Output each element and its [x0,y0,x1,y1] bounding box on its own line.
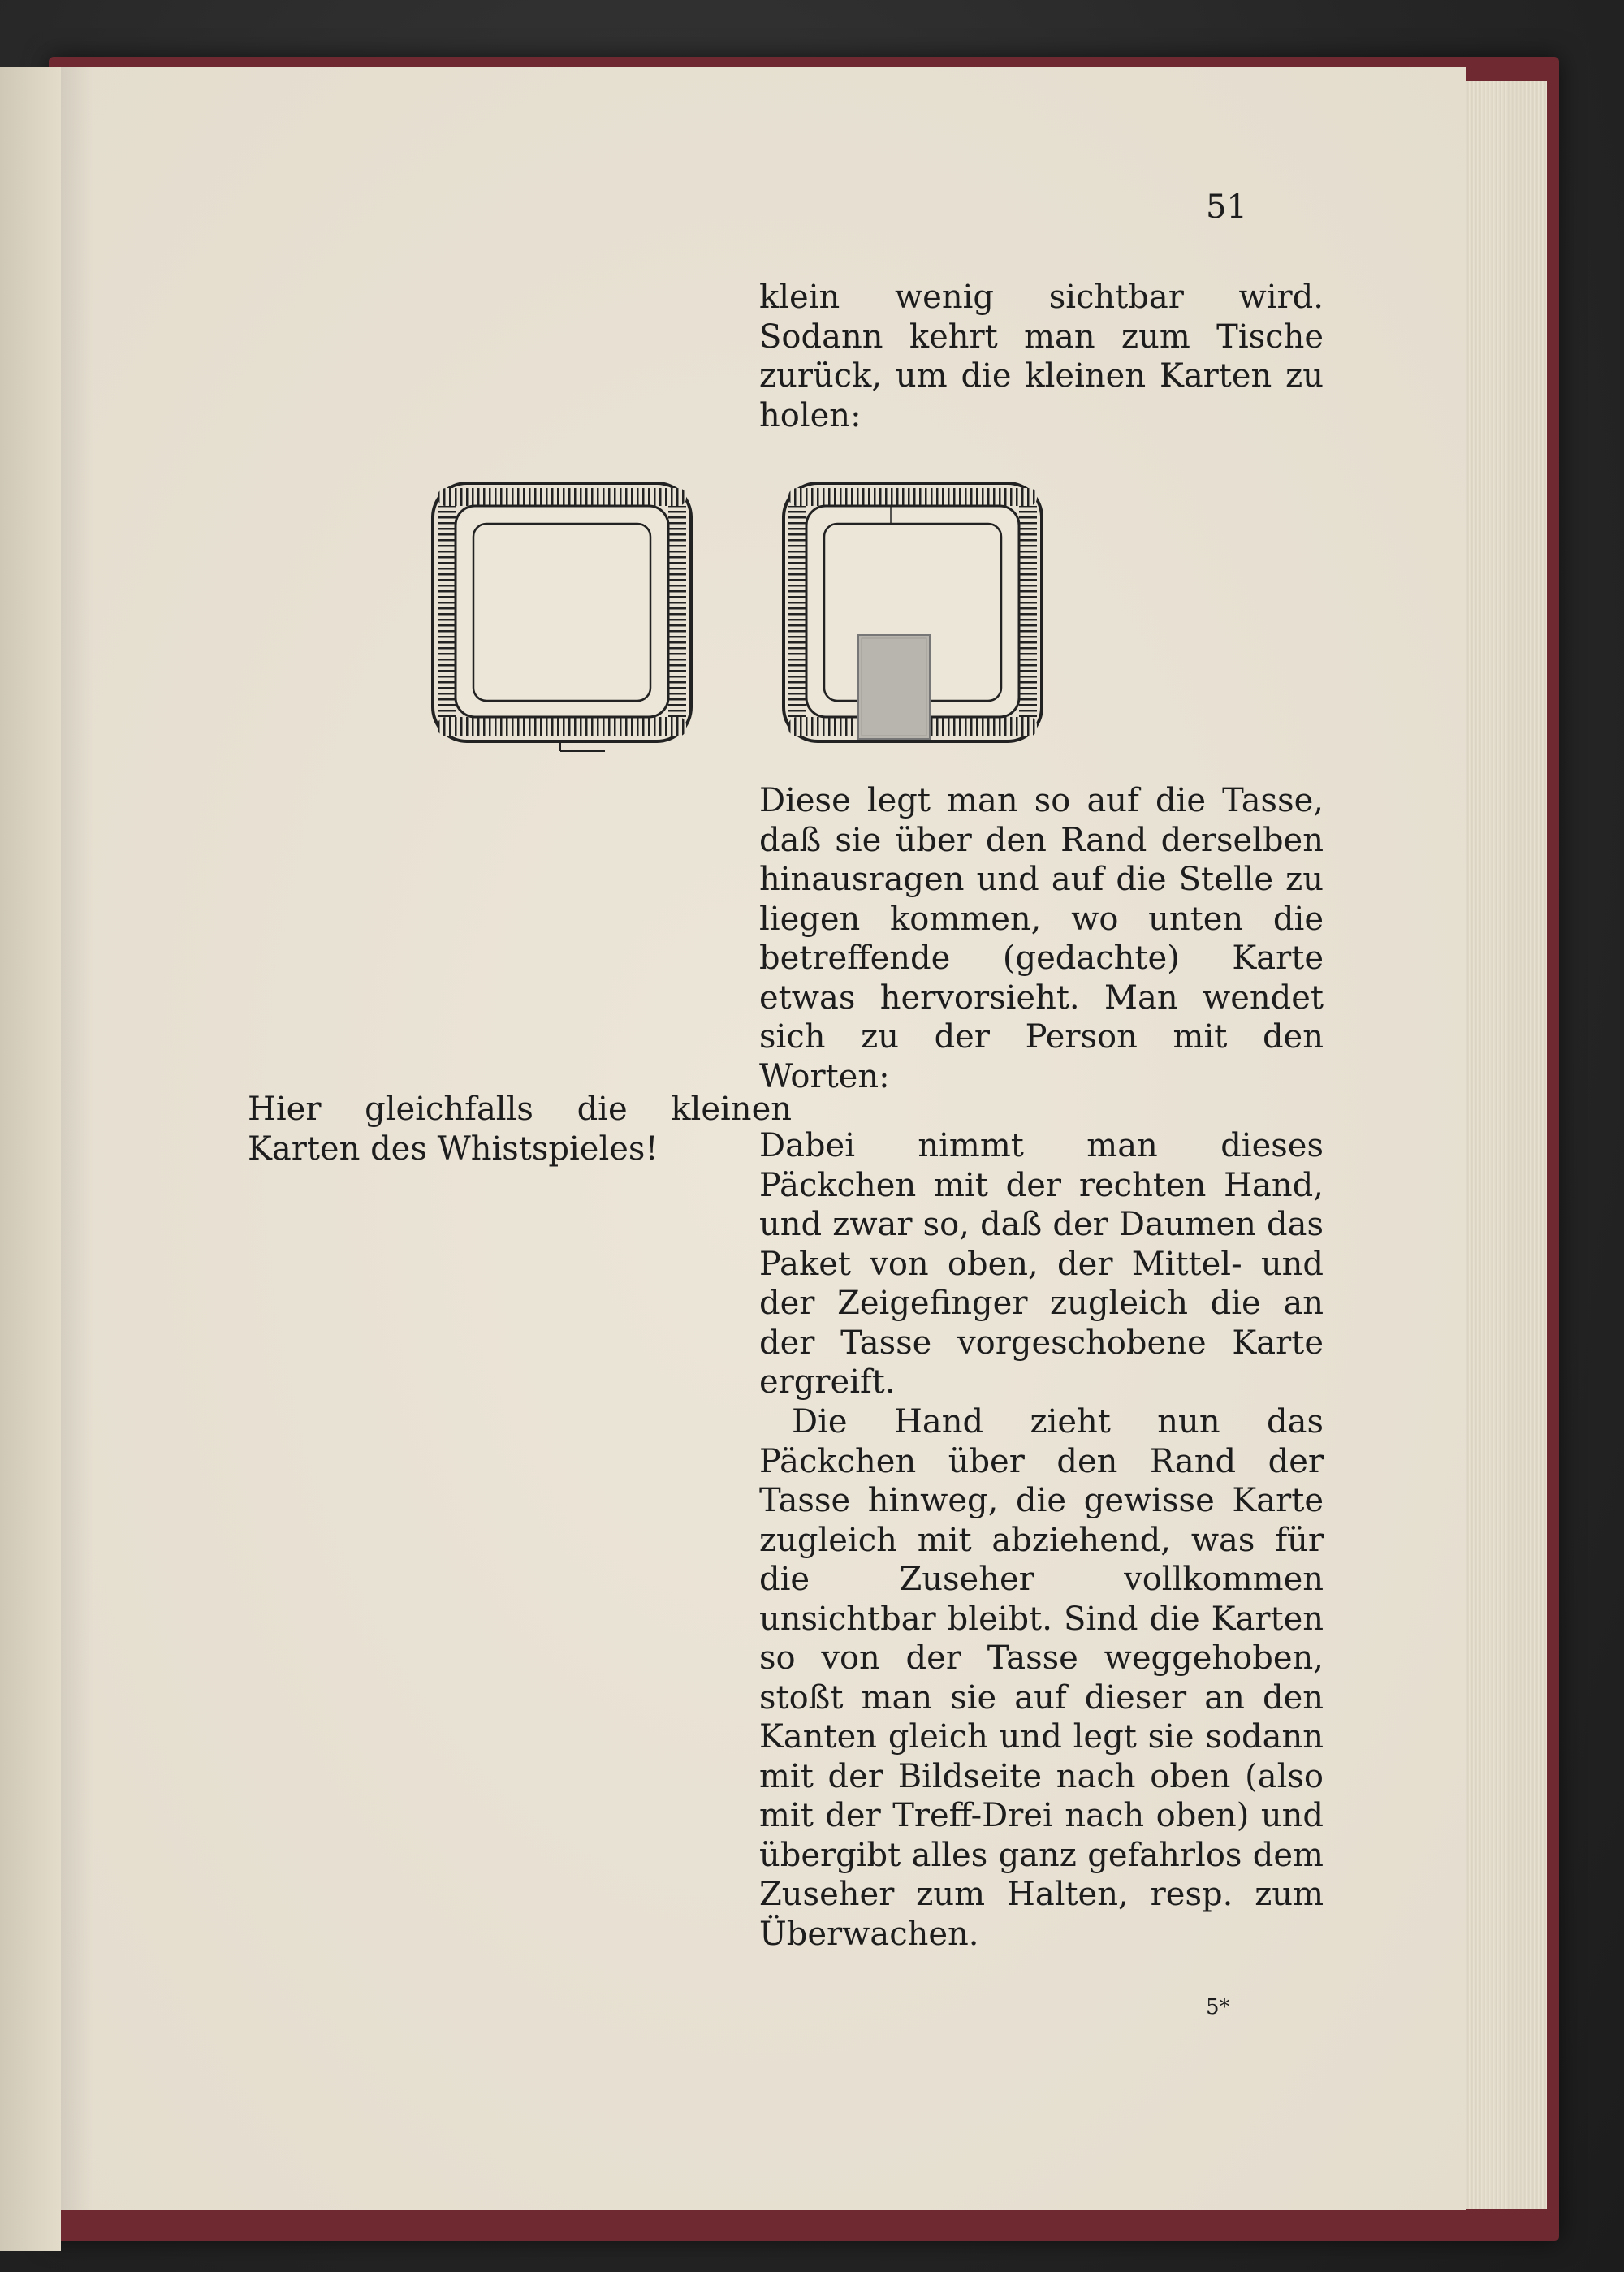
tray-ribs-right [668,506,686,717]
tray-inner-edge [456,506,668,717]
page-edges [1453,81,1547,2209]
page-number: 51 [1206,188,1247,226]
tray-ribs-top [438,488,686,506]
right-paragraph-1: klein wenig sichtbar wird. Sodann kehrt man zum Tische zurück, um die kleinen Karten zu holen: [759,279,1324,434]
figure-caption: Hier gleichfalls die kleinen Karten des Whistspieles! [248,1091,792,1168]
tray-ribs-top [788,488,1037,506]
playing-cards-stack [858,635,930,739]
book-page [61,67,1466,2210]
tray-with-cards-illustration [777,477,1049,753]
empty-tray-illustration [426,477,698,753]
right-paragraph-2: Diese legt man so auf die Tasse, daß sie über den Rand derselben hinausragen und auf die Stelle zu liegen kommen, wo unten die betreffende (gedachte) Karte etwas hervorsieht. Man wendet sich zu der Person mit den Worten: [759,782,1324,1095]
right-paragraph-4: Die Hand zieht nun das Päckchen über den Rand der Tasse hinweg, die gewisse Karte zugleich mit abziehend, was für die Zuseher vollkommen unsichtbar bleibt. Sind die Karten so von der Tasse weggehoben, stoßt man sie auf dieser an den Kanten gleich und legt sie sodann mit der Bildseite nach oben (also mit der Treff-Drei nach oben) und übergibt alles ganz gefahrlos dem Zuseher zum Halten, resp. zum Überwachen. [759,1403,1324,1953]
tray-ribs-bottom [438,717,686,736]
previous-page-edge [0,67,61,2251]
tray-ribs-left [788,506,806,717]
printer-signature-mark: 5* [1206,1995,1230,2019]
tray-ribs-right [1019,506,1037,717]
tray-ribs-left [438,506,456,717]
right-paragraph-3: Dabei nimmt man dieses Päckchen mit der rechten Hand, und zwar so, daß der Daumen das Paket von oben, der Mittel- und der Zeigefinger zugleich die an der Tasse vorgeschobene Karte ergreift. [759,1127,1324,1401]
